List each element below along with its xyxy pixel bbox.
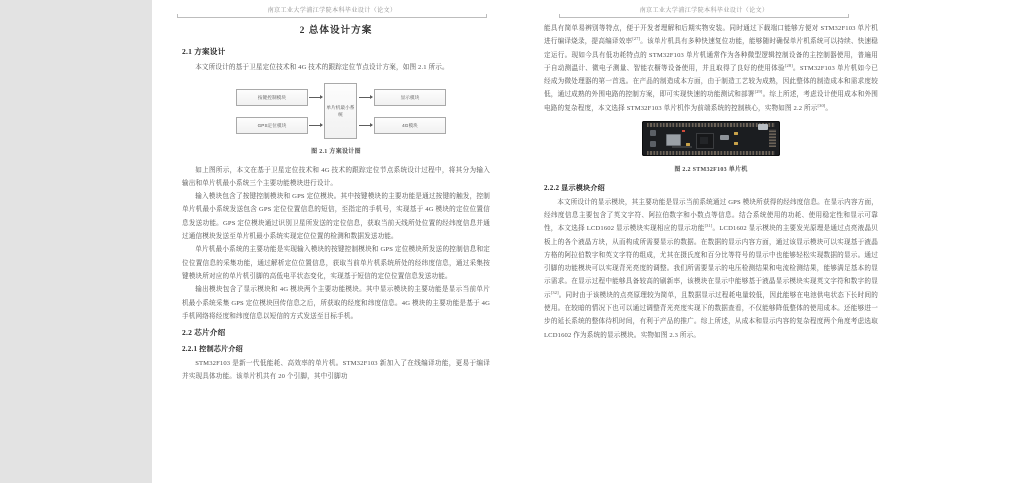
paragraph-2-2-2-1	[544, 196, 878, 342]
page-right-body	[544, 22, 878, 342]
left-gutter	[0, 0, 153, 483]
page-right	[512, 0, 1024, 483]
page-left-body	[182, 24, 490, 384]
page-header-right	[512, 5, 896, 18]
block-diagram	[182, 81, 490, 143]
para-r1b: 。该单片机具有多种快速复位功能，能够随时确保单片机系统可以持续、快速稳定运行。现如今具有低功耗特点的 STM32F103 单片机通常作为各种微型逻辑控制设备的主控制器使用，普遍用于自动测温计、微电子测量、智能衣橱等设备使用，并且取得了良好的使用体验	[544, 38, 878, 72]
diagram-block-display-label: 显示模块	[400, 94, 420, 100]
pcb-button-boot	[650, 141, 656, 147]
pcb-side-pin-header	[769, 129, 776, 147]
paragraph-2-1-1: 本文所设计的基于卫星定位技术和 4G 技术的跟踪定位节点设计方案，如图 2.1 所示。	[195, 64, 449, 71]
paragraph-2-2-1-1: STM32F103 是新一代低能耗、高效率的单片机。STM32F103 新加入了在线编译功能，更易于编译并实现具体功能。该单片机共有 20 个引脚，其中引脚功	[182, 360, 490, 381]
section-2-2-heading: 2.2 芯片介绍	[182, 328, 226, 338]
header-rule-right	[559, 17, 849, 18]
header-title: 南京工业大学浦江学院本科毕业设计（论文）	[267, 8, 397, 14]
diagram-block-key-control-label: 按键控制模块	[257, 94, 287, 100]
figure-2-2-caption: 图 2.2 STM32F103 单片机	[674, 167, 748, 174]
reference-28: [28]	[784, 62, 793, 68]
diagram-block-4g-label: 4G模块	[402, 122, 418, 128]
page-header-left	[152, 5, 512, 18]
para-r1c: 。STM32F103 单片机如今已经成为微处理器的第一首选。在产品的制造成本方面，由于制造工艺较为成熟，因此整体的制造成本和需求度较低，通过成熟的外围电路的控制方案，即可实现快速的功能测试和部署	[544, 64, 878, 99]
pcb-crystal-oscillator	[720, 135, 729, 140]
header-title-right: 南京工业大学浦江学院本科毕业设计（论文）	[639, 8, 769, 14]
para-r2c: 。同时由于该模块的点亮原理较为简单，且数据显示过程耗电量较低，因此能够在电池供电状态下长时间的使用。在较暗的情况下也可以通过调整背光亮度实现下的数据查看，不仅能够降低整体的使用成本。还能够进一步的延长系统的整体待机时间，有利于产品的推广。综上所述，从成本和显示内容的复杂程度两个角度考虑选取 LCD1602 作为系统的显示模块。实物如图 2.3 所示。	[544, 291, 878, 339]
para-r1e: 。	[825, 104, 833, 112]
para-r2b: 。LCD1602 显示模块的主要发光原理是通过点亮液晶贝板上的各个液晶方块，从而构成所需要显示的数据。在数据的显示内容方面，通过该显示模块可以实现基于液晶方格的阿拉伯数字和英文字符的组成，尤其在摄氏度和百分比等符号的显示中也能够轻松实现数据的显示。通过引脚的功能模块可以实现背光亮度的调整。我们所需要显示的电压检测结果和电流检测结果，能够满足基本的显示需求。在显示过程中能够具备较高的刷新率，该模块在显示中能够基于液晶显示模块实现英文字符和数字的显示	[544, 225, 878, 299]
pcb-swd-connector	[758, 124, 768, 130]
diagram-arrow-mcu-to-display	[359, 97, 372, 98]
paragraph-2-1-4: 单片机最小系统的主要功能是实现输入模块的按键控制模块和 GPS 定位模块所发送的控制信息和定位位置信息的采集功能，通过解析定位位置信息，获取当前单片机系统所处的经纬度信息，通过采集按键模块所对应的单片机引脚的高低电平状态变化，实现基于短信的定位位置信息发送功能。	[182, 246, 490, 280]
stm32-board-photo	[642, 121, 780, 156]
figure-2-1	[182, 81, 490, 159]
para-r2a: 本文所设计的显示模块，其主要功能是显示当前系统通过 GPS 模块所获得的经纬度信息。在显示内容方面，经纬度信息主要包含了英文字符、阿拉伯数字和小数点等信息。结合系统使用的功耗、使用稳定性和显示可靠性，本文选择 LCD1602 显示模块实现相应的显示功能	[544, 198, 878, 233]
diagram-block-gps	[236, 117, 308, 134]
reference-30: [30]	[817, 102, 826, 108]
diagram-block-key-control	[236, 89, 308, 106]
pcb-capacitor-1	[734, 132, 738, 135]
reference-32: [32]	[550, 289, 559, 295]
paragraph-2-1-3: 输入模块包含了按键控制模块和 GPS 定位模块。其中按键模块的主要功能是通过按键的触发，控制单片机最小系统发送包含 GPS 定位位置信息的短信，至指定的手机号，实现基于 4G 模块的定位位置信息发送功能。GPS 定位模块通过识别卫星所发送的定位信息，获取当前天线所处位置的经纬度信息并通过通信模块发送至单片机最小系统实现定位位置的检测和数据发送功能。	[182, 193, 490, 241]
chapter-title: 2 总体设计方案	[299, 25, 373, 36]
pcb-capacitor-2	[734, 142, 738, 145]
page-right-sheet	[512, 0, 896, 483]
section-2-2-2-heading: 2.2.2 显示模块介绍	[544, 183, 605, 192]
diagram-block-gps-label: GPS定位模块	[257, 122, 287, 128]
para-r1a: 能具有简单易辨别等特点，便于开发者理解和后期实物安装。同时通过下载端口能够方便对 STM32F103 单片机进行编译烧录，提高编译效率	[544, 25, 878, 46]
pcb-led	[682, 130, 685, 132]
para-r1d: 。综上所述，考虑设计使用成本和外围电路的复杂程度，本文选择 STM32F103 单片机作为前端系统的控制核心，实物如图 2.2 所示	[544, 91, 878, 112]
diagram-arrow-key-to-mcu	[309, 97, 322, 98]
diagram-block-4g	[374, 117, 446, 134]
reference-31: [31]	[704, 223, 713, 229]
paragraph-2-1-5: 输出模块包含了显示模块和 4G 模块两个主要功能模块。其中显示模块的主要功能是显示当前单片机最小系统采集 GPS 定位模块回传信息之后，所获取的经度和纬度信息。4G 模块的主要功能是基于 4G 手机网络将经度和纬度信息以短信的方式发送至目标手机。	[182, 286, 490, 320]
pcb-mcu-chip	[696, 133, 714, 149]
reference-29: [29]	[754, 89, 763, 95]
section-2-1-heading: 2.1 方案设计	[182, 47, 226, 56]
diagram-arrow-mcu-to-4g	[359, 125, 372, 126]
pcb-silkscreen	[672, 146, 692, 148]
section-2-2-1-heading: 2.2.1 控制芯片介绍	[182, 345, 243, 354]
diagram-block-display	[374, 89, 446, 106]
right-gutter	[896, 0, 1024, 483]
diagram-block-mcu	[324, 83, 357, 139]
pcb-usb-connector	[666, 134, 681, 146]
paragraph-2-1-2: 如上图所示，本文在基于卫星定位技术和 4G 技术的跟踪定位节点系统设计过程中，将其分为输入输出和单片机最小系统三个主要功能模块进行设计。	[182, 166, 490, 187]
pcb-top-pin-header	[647, 123, 775, 127]
figure-2-2	[544, 121, 878, 178]
reference-27: [27]	[632, 36, 641, 42]
diagram-arrow-gps-to-mcu	[309, 125, 322, 126]
page-left-sheet	[152, 0, 512, 483]
figure-2-1-caption: 图 2.1 方案设计图	[311, 149, 361, 156]
paragraph-continued-chip	[544, 22, 878, 115]
diagram-block-mcu-label: 单片机最小系统	[326, 105, 355, 118]
header-rule	[177, 17, 487, 18]
pcb-button-reset	[650, 130, 656, 136]
pcb-bottom-pin-header	[647, 151, 775, 155]
